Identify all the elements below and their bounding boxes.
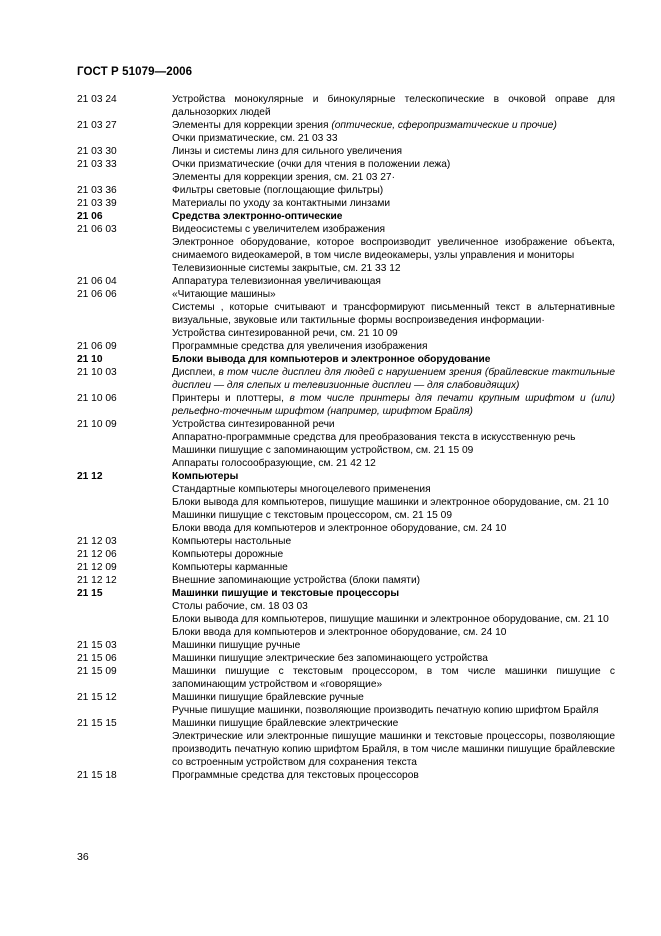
description-text: Машинки пишущие с запоминающим устройством, см. 21 15 09 — [172, 445, 474, 456]
description-text: Устройства синтезированной речи — [172, 419, 335, 430]
class-description — [172, 717, 615, 730]
class-description — [172, 392, 615, 418]
class-code: 21 06 — [77, 211, 103, 222]
class-code: 21 06 04 — [77, 276, 117, 287]
class-code: 21 06 06 — [77, 289, 117, 300]
class-code — [77, 704, 172, 717]
italic-text: в том числе принтеры для печати крупным шрифтом и (или) рельефно-точечным шрифтом (например, шрифтом Брайля) — [172, 393, 615, 417]
class-entry-row — [77, 457, 615, 470]
italic-text: в том числе дисплеи для людей с нарушением зрения (брайлевские тактильные дисплеи — для слепых и телевизионные дисплеи — для слабовидящих) — [172, 367, 615, 391]
class-code — [77, 613, 172, 626]
class-description — [172, 340, 615, 353]
class-description — [172, 301, 615, 327]
class-code: 21 12 03 — [77, 536, 117, 547]
class-description — [172, 535, 615, 548]
class-entry-row — [77, 522, 615, 535]
class-entry-row — [77, 366, 615, 392]
description-text: Компьютеры карманные — [172, 562, 288, 573]
description-text: Дисплеи, — [172, 367, 219, 378]
class-code — [77, 132, 172, 145]
class-code: 21 15 18 — [77, 770, 117, 781]
class-heading-row — [77, 210, 615, 223]
class-entry-row — [77, 691, 615, 704]
description-text: Принтеры и плоттеры, — [172, 393, 290, 404]
class-entry-row — [77, 548, 615, 561]
class-entry-row — [77, 223, 615, 236]
description-text: Телевизионные системы закрытые, см. 21 33 12 — [172, 263, 401, 274]
class-entry-row — [77, 197, 615, 210]
class-description — [172, 691, 615, 704]
class-code: 21 12 12 — [77, 575, 117, 586]
class-description — [172, 509, 615, 522]
class-description — [172, 561, 615, 574]
class-description — [172, 457, 615, 470]
class-code: 21 03 33 — [77, 159, 117, 170]
class-description — [172, 262, 615, 275]
class-code: 21 15 12 — [77, 692, 117, 703]
description-text: Системы , которые считывают и трансформируют письменный текст в альтернативные визуальные, звуковые или тактильные формы воспроизведения информации· — [172, 302, 615, 326]
class-description — [172, 275, 615, 288]
description-text: Программные средства для увеличения изображения — [172, 341, 428, 352]
class-code: 21 15 06 — [77, 653, 117, 664]
class-entry-row — [77, 600, 615, 613]
class-code: 21 15 — [77, 588, 103, 599]
description-text: Машинки пишущие электрические без запоминающего устройства — [172, 653, 488, 664]
class-description — [172, 353, 615, 366]
description-text: Ручные пишущие машинки, позволяющие производить печатную копию шрифтом Брайля — [172, 705, 599, 716]
description-text: Компьютеры — [172, 471, 239, 482]
class-entry-row — [77, 288, 615, 301]
class-description — [172, 184, 615, 197]
class-entry-row — [77, 639, 615, 652]
class-entry-row — [77, 652, 615, 665]
class-description — [172, 496, 615, 509]
class-code: 21 10 06 — [77, 393, 117, 404]
description-text: «Читающие машины» — [172, 289, 276, 300]
class-description — [172, 522, 615, 535]
class-code — [77, 236, 172, 262]
class-entry-row — [77, 93, 615, 119]
class-code — [77, 327, 172, 340]
class-code — [77, 483, 172, 496]
class-description — [172, 600, 615, 613]
class-code — [77, 626, 172, 639]
class-entry-row — [77, 275, 615, 288]
class-code: 21 10 03 — [77, 367, 117, 378]
description-text: Машинки пишущие брайлевские электрические — [172, 718, 399, 729]
class-code: 21 10 — [77, 354, 103, 365]
class-code: 21 15 09 — [77, 666, 117, 677]
class-entry-row — [77, 704, 615, 717]
document-header: ГОСТ Р 51079—2006 — [77, 66, 193, 78]
class-description — [172, 366, 615, 392]
description-text: Программные средства для текстовых процессоров — [172, 770, 419, 781]
class-description — [172, 665, 615, 691]
class-entry-row — [77, 496, 615, 509]
class-description — [172, 431, 615, 444]
class-code: 21 10 09 — [77, 419, 117, 430]
class-code — [77, 522, 172, 535]
class-entry-row — [77, 626, 615, 639]
class-code — [77, 730, 172, 769]
description-text: Устройства синтезированной речи, см. 21 10 09 — [172, 328, 398, 339]
class-entry-row — [77, 483, 615, 496]
class-entry-row — [77, 171, 615, 184]
description-text: Средства электронно-оптические — [172, 211, 343, 222]
description-text: Аппараты голосообразующие, см. 21 42 12 — [172, 458, 376, 469]
class-code: 21 06 09 — [77, 341, 117, 352]
class-description — [172, 210, 615, 223]
class-code — [77, 509, 172, 522]
class-code: 21 03 24 — [77, 94, 117, 105]
description-text: Видеосистемы с увеличителем изображения — [172, 224, 386, 235]
class-entry-row — [77, 444, 615, 457]
description-text: Машинки пишущие ручные — [172, 640, 301, 651]
class-heading-row — [77, 470, 615, 483]
description-text: Фильтры световые (поглощающие фильтры) — [172, 185, 384, 196]
description-text: Блоки вывода для компьютеров и электронное оборудование — [172, 354, 491, 365]
class-code: 21 12 — [77, 471, 103, 482]
class-description — [172, 158, 615, 171]
description-text: Электронное оборудование, которое воспроизводит увеличенное изображение объекта, снимаемого видеокамерой, в том числе видеокамеры, узлы управления и мониторы — [172, 237, 615, 261]
class-description — [172, 769, 615, 782]
class-description — [172, 119, 615, 132]
class-code: 21 03 39 — [77, 198, 117, 209]
class-code — [77, 457, 172, 470]
class-code: 21 15 15 — [77, 718, 117, 729]
class-description — [172, 548, 615, 561]
description-text: Линзы и системы линз для сильного увеличения — [172, 146, 403, 157]
class-description — [172, 470, 615, 483]
description-text: Стандартные компьютеры многоцелевого применения — [172, 484, 431, 495]
class-code: 21 15 03 — [77, 640, 117, 651]
class-description — [172, 93, 615, 119]
classification-list — [77, 93, 615, 782]
class-description — [172, 418, 615, 431]
description-text: Материалы по уходу за контактными линзами — [172, 198, 391, 209]
class-entry-row — [77, 145, 615, 158]
class-entry-row — [77, 574, 615, 587]
class-entry-row — [77, 613, 615, 626]
class-entry-row — [77, 327, 615, 340]
italic-text: (оптические, сферопризматические и прочие) — [331, 120, 557, 131]
class-entry-row — [77, 730, 615, 769]
description-text: Очки призматические (очки для чтения в положении лежа) — [172, 159, 451, 170]
description-text: Блоки ввода для компьютеров и электронное оборудование, см. 24 10 — [172, 523, 507, 534]
class-description — [172, 171, 615, 184]
class-description — [172, 223, 615, 236]
class-description — [172, 613, 615, 626]
class-entry-row — [77, 665, 615, 691]
description-text: Блоки вывода для компьютеров, пишущие машинки и электронное оборудование, см. 21 10 — [172, 614, 609, 625]
description-text: Элементы для коррекции зрения, см. 21 03 27· — [172, 172, 395, 183]
class-code — [77, 496, 172, 509]
class-entry-row — [77, 184, 615, 197]
class-entry-row — [77, 236, 615, 262]
description-text: Компьютеры настольные — [172, 536, 292, 547]
description-text: Внешние запоминающие устройства (блоки памяти) — [172, 575, 421, 586]
class-code: 21 03 27 — [77, 120, 117, 131]
class-description — [172, 327, 615, 340]
class-code: 21 12 09 — [77, 562, 117, 573]
description-text: Машинки пишущие брайлевские ручные — [172, 692, 364, 703]
class-description — [172, 197, 615, 210]
class-entry-row — [77, 431, 615, 444]
class-entry-row — [77, 262, 615, 275]
class-description — [172, 444, 615, 457]
class-entry-row — [77, 132, 615, 145]
description-text: Очки призматические, см. 21 03 33 — [172, 133, 338, 144]
class-code — [77, 600, 172, 613]
class-description — [172, 288, 615, 301]
class-code — [77, 431, 172, 444]
class-code: 21 06 03 — [77, 224, 117, 235]
class-description — [172, 132, 615, 145]
class-code: 21 03 30 — [77, 146, 117, 157]
description-text: Устройства монокулярные и бинокулярные телескопические в очковой оправе для дальнозорких людей — [172, 94, 615, 118]
class-entry-row — [77, 158, 615, 171]
description-text: Компьютеры дорожные — [172, 549, 284, 560]
class-heading-row — [77, 353, 615, 366]
class-entry-row — [77, 301, 615, 327]
class-description — [172, 587, 615, 600]
class-description — [172, 704, 615, 717]
class-heading-row — [77, 587, 615, 600]
description-text: Аппаратура телевизионная увеличивающая — [172, 276, 381, 287]
description-text: Элементы для коррекции зрения — [172, 120, 332, 131]
class-code — [77, 301, 172, 327]
class-description — [172, 730, 615, 769]
class-entry-row — [77, 717, 615, 730]
class-entry-row — [77, 418, 615, 431]
description-text: Аппаратно-программные средства для преобразования текста в искусственную речь — [172, 432, 576, 443]
class-description — [172, 652, 615, 665]
class-entry-row — [77, 535, 615, 548]
description-text: Машинки пишущие с текстовым процессором, см. 21 15 09 — [172, 510, 452, 521]
description-text: Машинки пишущие и текстовые процессоры — [172, 588, 400, 599]
class-code — [77, 171, 172, 184]
description-text: Блоки ввода для компьютеров и электронное оборудование, см. 24 10 — [172, 627, 507, 638]
description-text: Блоки вывода для компьютеров, пишущие машинки и электронное оборудование, см. 21 10 — [172, 497, 609, 508]
description-text: Электрические или электронные пишущие машинки и текстовые процессоры, позволяющие производить печатную копию шрифтом Брайля, в том числе машинки пишущие брайлевские со встроенным устройством для сохранения текста — [172, 731, 615, 768]
description-text: Машинки пишущие с текстовым процессором, в том числе машинки пишущие с запоминающим устройством и «говорящие» — [172, 666, 615, 690]
class-code: 21 12 06 — [77, 549, 117, 560]
class-description — [172, 145, 615, 158]
class-code — [77, 262, 172, 275]
class-entry-row — [77, 392, 615, 418]
class-code — [77, 444, 172, 457]
class-entry-row — [77, 509, 615, 522]
page-number: 36 — [77, 851, 89, 863]
class-entry-row — [77, 119, 615, 132]
class-entry-row — [77, 769, 615, 782]
class-description — [172, 626, 615, 639]
class-description — [172, 639, 615, 652]
description-text: Столы рабочие, см. 18 03 03 — [172, 601, 308, 612]
class-entry-row — [77, 340, 615, 353]
class-description — [172, 574, 615, 587]
class-code: 21 03 36 — [77, 185, 117, 196]
class-description — [172, 236, 615, 262]
class-description — [172, 483, 615, 496]
class-entry-row — [77, 561, 615, 574]
